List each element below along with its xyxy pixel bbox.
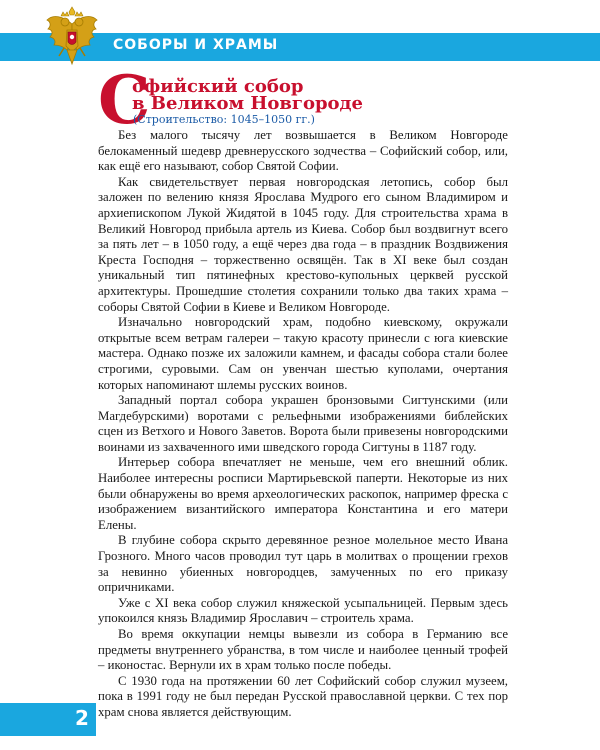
page-number: 2 — [75, 706, 89, 730]
paragraph: Без малого тысячу лет возвышается в Великом Новгороде белокаменный шедевр древнерусского зодчества – Софийский собор, или, как ещё его называют, собор Святой Софии. — [98, 128, 508, 174]
paragraph: Интерьер собора впечатляет не меньше, чем его внешний облик. Наиболее интересны росписи Мартирьевской паперти. Некоторые из них были обнаружены во время археологических раскопок, например фреска с изображением византийского императора Константина и его матери Елены. — [98, 455, 508, 532]
article-title-line-1: офийский собор — [132, 76, 304, 97]
paragraph: Во время оккупации немцы вывезли из собора в Германию все предметы внутреннего убранства, в том числе и наиболее ценный трофей – иконостас. Вернули их в храм только после победы. — [98, 627, 508, 673]
paragraph: С 1930 года на протяжении 60 лет Софийский собор служил музеем, пока в 1991 году не был передан Русской православной церкви. С тех пор храм снова является действующим. — [98, 673, 508, 719]
russian-coat-of-arms-icon — [45, 6, 99, 68]
article-subtitle: (Строительство: 1045–1050 гг.) — [133, 113, 315, 126]
section-title: СОБОРЫ И ХРАМЫ — [113, 37, 279, 53]
paragraph: Как свидетельствует первая новгородская летопись, собор был заложен по велению князя Ярослава Мудрого его сыном Владимиром и архиепископом Лукой Жидятой в 1045 году. Для строительства храма в Великий Новгород прибыла артель из Киева. Собор был воздвигнут всего за пять лет – в 1050 году, а ещё через два года – в праздник Воздвижения Креста Господня – торжественно освящён. Так в XI веке был создан уникальный тип пятинефных крестово-купольных церквей русской архитектуры. Прошедшие столетия сохранили только два таких храма – соборы Святой Софии в Киеве и Великом Новгороде. — [98, 174, 508, 314]
article-body — [98, 128, 508, 721]
paragraph: В глубине собора скрыто деревянное резное молельное место Ивана Грозного. Много часов проводил тут царь в молитвах о прощении грехов за невинно убиенных новгородцев, замученных по его приказу опричниками. — [98, 533, 508, 595]
paragraph: Западный портал собора украшен бронзовыми Сигтунскими (или Магдебурскими) воротами с рельефными изображениями библейских сцен из Ветхого и Нового Заветов. Ворота были привезены новгородскими воинами из захваченного ими шведского города Сигтуны в 1187 году. — [98, 393, 508, 454]
drop-cap: С — [98, 61, 151, 139]
article-title-line-2: в Великом Новгороде — [132, 93, 363, 114]
paragraph: Изначально новгородский храм, подобно киевскому, окружали открытые всем ветрам галереи – такую красоту принесли с юга киевские мастера. Однако позже их заложили камнем, и фасады собора стали более строгими, суровыми. Сам он увенчан шестью куполами, очертания которых напоминают шлемы русских воинов. — [98, 315, 508, 392]
paragraph: Уже с XI века собор служил княжеской усыпальницей. Первым здесь упокоился князь Владимир Ярославич – строитель храма. — [98, 595, 508, 626]
